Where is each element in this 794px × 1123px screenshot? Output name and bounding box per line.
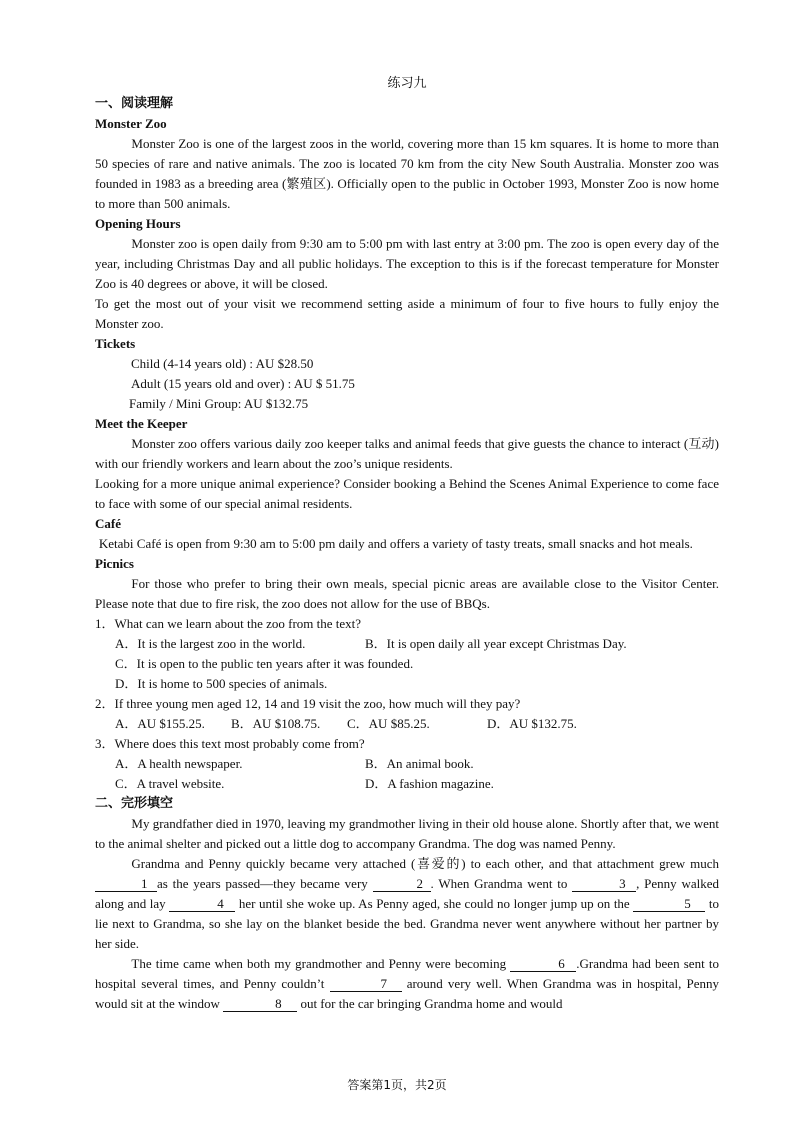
option-b: B．An animal book. [365, 756, 474, 771]
intro-paragraph: Monster Zoo is one of the largest zoos in the world, covering more than 15 km squares. It is home to more than 50 species of rare and native animals. The zoo is located 70 km from the city New South Australia. Monster zoo was founded in 1983 as a breeding area (繁殖区). Officially open to the public in October 1993, Monster Zoo is now home to more than 500 animals. [95, 136, 719, 211]
cloze-text: her until she woke up. As Penny aged, she could no longer jump up on the [235, 896, 634, 911]
cloze-text: , Penny walked along and lay [95, 876, 719, 911]
opening-hours-heading: Opening Hours [95, 216, 181, 231]
tickets-heading: Tickets [95, 336, 136, 351]
ticket-family: Family / Mini Group: AU $132.75 [129, 396, 309, 411]
option-row [95, 774, 719, 794]
cloze-text: .Grandma had been sent to hospital several times, and Penny couldn’t [95, 956, 719, 991]
experience-paragraph: Looking for a more unique animal experience? Consider booking a Behind the Scenes Animal Experience to come face to face with some of our special animal residents. [95, 476, 719, 511]
section-heading-reading: 一、阅读理解 [95, 96, 174, 111]
cloze-paragraph-3 [95, 954, 719, 1014]
cloze-blank-1[interactable]: 1 [95, 876, 157, 892]
document-content [95, 74, 719, 1014]
option-d: D．AU $132.75. [487, 716, 577, 731]
cloze-blank-6[interactable]: 6 [510, 956, 576, 972]
cafe-heading: Café [95, 516, 121, 531]
ticket-adult: Adult (15 years old and over) : AU $ 51.75 [131, 376, 355, 391]
cloze-text: around very well. When Grandma was in hospital, Penny would sit at the window [95, 976, 720, 1011]
cloze-text: out for the car bringing Grandma home and would [297, 996, 563, 1011]
option-a: A．A health newspaper. [115, 756, 243, 771]
ticket-child: Child (4-14 years old) : AU $28.50 [131, 356, 314, 371]
keeper-paragraph: Monster zoo offers various daily zoo keeper talks and animal feeds that give guests the chance to interact (互动) with our friendly workers and learn about the zoo’s unique residents. [95, 436, 719, 471]
cafe-paragraph: Ketabi Café is open from 9:30 am to 5:00 pm daily and offers a variety of tasty treats, small snacks and hot meals. [98, 536, 693, 551]
cloze-blank-2[interactable]: 2 [373, 876, 431, 892]
option-row [95, 654, 719, 674]
cloze-text: to lie next to Grandma, so she lay on the blanket beside the bed. Grandma never went anywhere without her partner by her side. [95, 896, 719, 951]
question-stem: 2．If three young men aged 12, 14 and 19 visit the zoo, how much will they pay? [95, 696, 521, 711]
cloze-blank-8[interactable]: 8 [223, 996, 297, 1012]
option-d: D．It is home to 500 species of animals. [115, 676, 328, 691]
cloze-text: as the years passed—they became very [157, 876, 373, 891]
section-heading-cloze: 二、完形填空 [95, 796, 174, 811]
option-d: D．A fashion magazine. [365, 776, 494, 791]
picnics-heading: Picnics [95, 556, 134, 571]
keeper-heading: Meet the Keeper [95, 416, 188, 431]
option-a: A．It is the largest zoo in the world. [115, 636, 306, 651]
option-row [95, 634, 719, 654]
option-row [95, 714, 719, 734]
question-stem: 1．What can we learn about the zoo from the text? [95, 616, 362, 631]
option-c: C．It is open to the public ten years after it was founded. [115, 656, 414, 671]
option-c: C．AU $85.25. [347, 716, 430, 731]
cloze-paragraph-2 [95, 854, 719, 954]
visit-duration-paragraph: To get the most out of your visit we recommend setting aside a minimum of four to five hours to fully enjoy the Monster zoo. [95, 296, 719, 331]
option-b: B．AU $108.75. [231, 716, 321, 731]
page-footer: 答案第1页，共2页 [347, 1078, 447, 1092]
passage-title: Monster Zoo [95, 116, 167, 131]
question-stem: 3．Where does this text most probably come from? [95, 736, 365, 751]
option-row [95, 754, 719, 774]
cloze-paragraph-1: My grandfather died in 1970, leaving my grandmother living in their old house alone. Shortly after that, we went to the animal shelter and picked out a little dog to accompany Grandma. The dog was named Penny. [95, 816, 719, 851]
option-a: A．AU $155.25. [115, 716, 205, 731]
cloze-blank-5[interactable]: 5 [633, 896, 705, 912]
opening-hours-paragraph: Monster zoo is open daily from 9:30 am to 5:00 pm with last entry at 3:00 pm. The zoo is open every day of the year, including Christmas Day and all public holidays. The exception to this is if the forecast temperature for Monster Zoo is 40 degrees or above, it will be closed. [95, 236, 719, 291]
cloze-text: Grandma and Penny quickly became very attached (喜爱的) to each other, and that attachment grew much [131, 856, 719, 871]
option-row [95, 674, 719, 694]
cloze-blank-4[interactable]: 4 [169, 896, 235, 912]
cloze-blank-3[interactable]: 3 [572, 876, 636, 892]
option-b: B．It is open daily all year except Christmas Day. [365, 636, 627, 651]
picnics-paragraph: For those who prefer to bring their own meals, special picnic areas are available close to the Visitor Center. Please note that due to fire risk, the zoo does not allow for the use of BBQs. [95, 576, 719, 611]
cloze-text: . When Grandma went to [430, 876, 573, 891]
option-c: C．A travel website. [115, 776, 225, 791]
cloze-text: The time came when both my grandmother and Penny were becoming [131, 956, 511, 971]
page-title: 练习九 [387, 76, 427, 91]
cloze-blank-7[interactable]: 7 [330, 976, 402, 992]
